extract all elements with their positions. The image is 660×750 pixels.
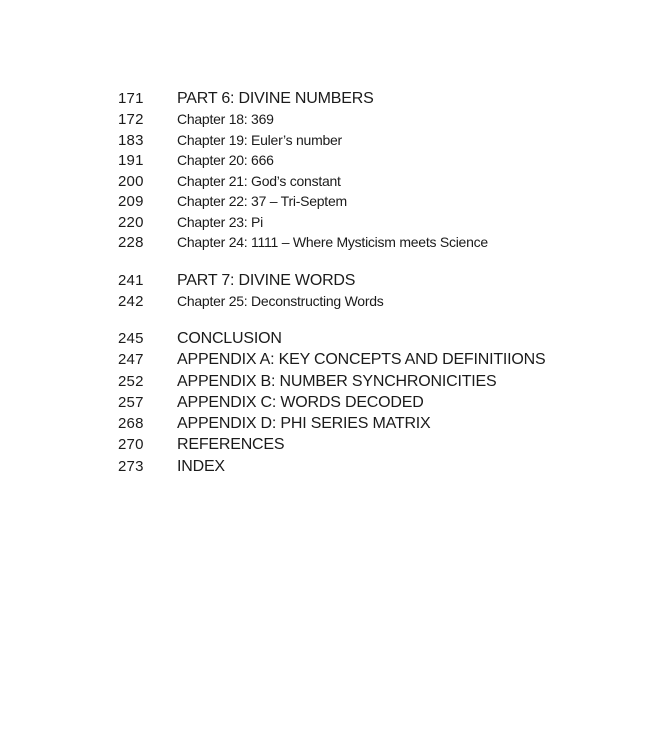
toc-entry-title: Chapter 21: God’s constant	[177, 172, 341, 189]
table-of-contents	[118, 88, 638, 477]
toc-entry-title: Chapter 23: Pi	[177, 213, 263, 230]
toc-chapter-entry	[118, 130, 638, 151]
toc-page-number: 252	[118, 372, 144, 390]
toc-chapter-entry	[118, 171, 638, 192]
toc-entry-title: Chapter 24: 1111 – Where Mysticism meets Science	[177, 234, 488, 250]
toc-page-number: 247	[118, 351, 144, 369]
toc-back-matter-entry	[118, 434, 638, 455]
toc-chapter-entry	[118, 232, 638, 253]
toc-entry-title: APPENDIX D: PHI SERIES MATRIX	[177, 415, 431, 433]
toc-entry-title: Chapter 20: 666	[177, 152, 274, 168]
toc-page-number: 209	[118, 193, 144, 210]
toc-page-number: 200	[118, 172, 144, 190]
toc-back-matter-entry	[118, 456, 638, 477]
toc-entry-title: APPENDIX B: NUMBER SYNCHRONICITIES	[177, 372, 497, 390]
toc-chapter-entry	[118, 150, 638, 171]
toc-page-number: 228	[118, 234, 144, 251]
toc-entry-title: REFERENCES	[177, 436, 285, 454]
toc-entry-title: Chapter 22: 37 – Tri-Septem	[177, 193, 347, 209]
toc-chapter-entry	[118, 109, 638, 130]
toc-group-part-7	[118, 270, 638, 312]
toc-entry-title: Chapter 19: Euler’s number	[177, 131, 342, 148]
toc-page-number: 242	[118, 292, 144, 310]
toc-entry-title: APPENDIX C: WORDS DECODED	[177, 393, 424, 411]
toc-entry-title: APPENDIX A: KEY CONCEPTS AND DEFINITIIONS	[177, 351, 546, 369]
toc-chapter-entry	[118, 191, 638, 212]
toc-page-number: 273	[118, 457, 144, 475]
toc-entry-title: CONCLUSION	[177, 330, 282, 347]
toc-page-number: 268	[118, 415, 144, 433]
toc-group-part-6	[118, 88, 638, 253]
toc-entry-title: Chapter 18: 369	[177, 111, 274, 127]
toc-back-matter-entry	[118, 349, 638, 370]
toc-entry-title: INDEX	[177, 457, 225, 475]
toc-back-matter-entry	[118, 413, 638, 434]
toc-page-number: 183	[118, 131, 144, 149]
toc-back-matter-entry	[118, 328, 638, 349]
toc-chapter-entry	[118, 212, 638, 233]
toc-entry-title: Chapter 25: Deconstructing Words	[177, 292, 384, 309]
toc-page-number: 270	[118, 436, 144, 454]
toc-chapter-entry	[118, 291, 638, 312]
toc-page-number: 191	[118, 152, 144, 169]
toc-part-heading	[118, 88, 638, 109]
toc-page-number: 171	[118, 90, 144, 107]
toc-entry-title: PART 7: DIVINE WORDS	[177, 271, 356, 289]
toc-page-number: 257	[118, 393, 144, 411]
toc-entry-title: PART 6: DIVINE NUMBERS	[177, 90, 374, 107]
toc-page-number: 172	[118, 111, 144, 128]
toc-group-back-matter	[118, 328, 638, 477]
toc-page-number: 220	[118, 213, 144, 231]
toc-back-matter-entry	[118, 371, 638, 392]
toc-back-matter-entry	[118, 392, 638, 413]
toc-page-number: 245	[118, 330, 144, 347]
toc-page-number: 241	[118, 271, 144, 289]
toc-part-heading	[118, 270, 638, 291]
